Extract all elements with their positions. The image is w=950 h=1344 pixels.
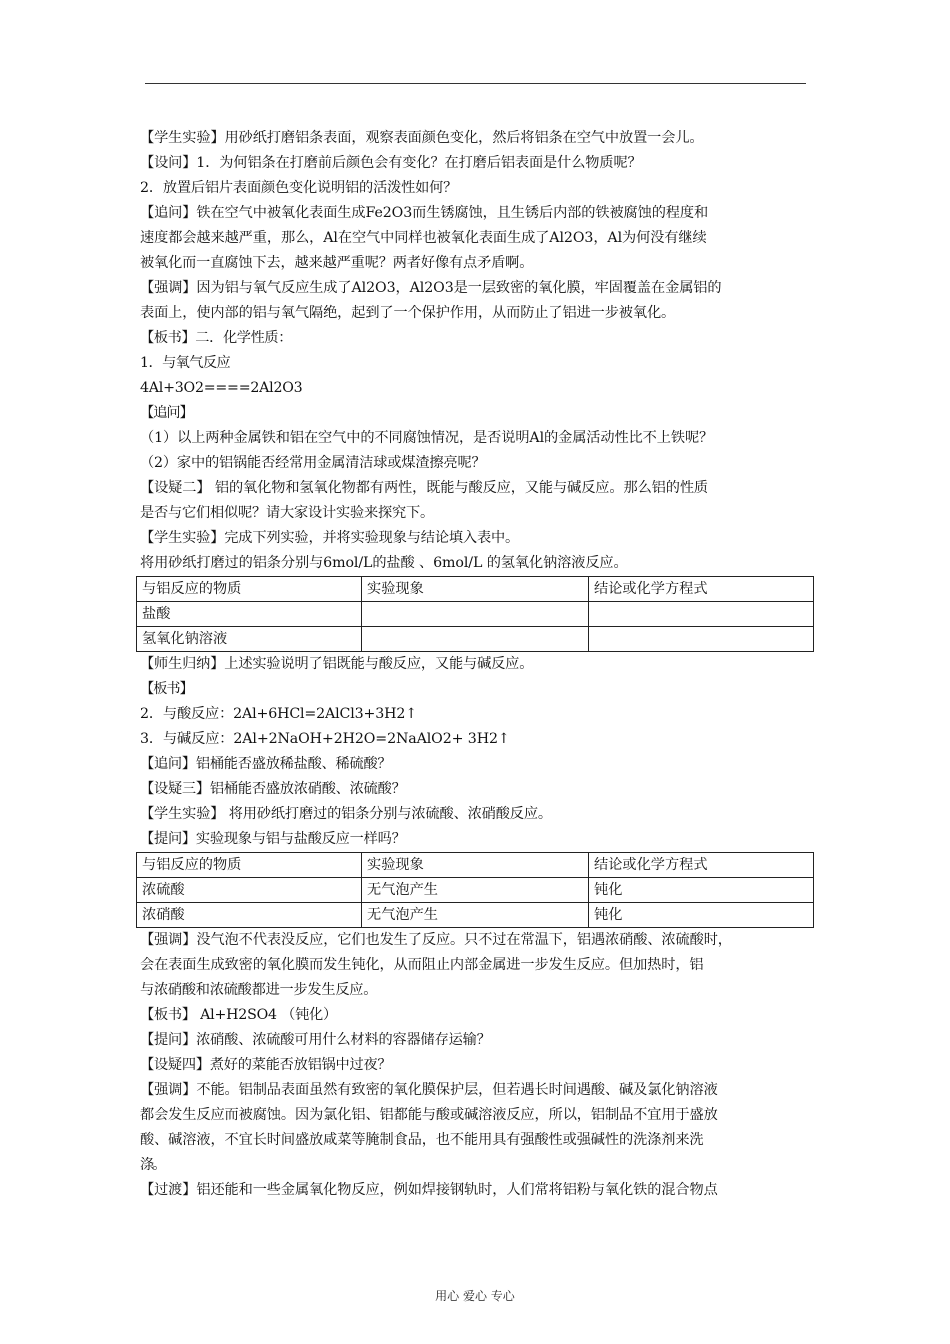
text-line: 将用砂纸打磨过的铝条分别与6mol/L的盐酸 、6mol/L 的氢氧化钠溶液反应。 [140,555,628,571]
table-cell [589,602,814,627]
table-cell: 浓硝酸 [137,903,362,928]
experiment-table-concentrated [136,852,814,928]
table-header-cell: 与铝反应的物质 [137,577,362,602]
text-line: 与浓硝酸和浓硫酸都进一步发生反应。 [140,982,378,998]
text-line: 【追问】 [140,405,193,421]
text-line: 【强调】没气泡不代表没反应，它们也发生了反应。只不过在常温下，铝遇浓硝酸、浓硫酸时， [140,932,732,948]
text-line: 2．与酸反应：2Al+6HCl=2AlCl3+3H2↑ [140,706,417,722]
header-rule [145,83,806,84]
text-line: 【追问】铝桶能否盛放稀盐酸、稀硫酸？ [140,756,392,772]
table-row [137,602,814,627]
table-cell: 无气泡产生 [362,878,589,903]
table-cell: 盐酸 [137,602,362,627]
text-line: 被氧化而一直腐蚀下去，越来越严重呢？两者好像有点矛盾啊。 [140,255,534,271]
text-line: 【提问】浓硝酸、浓硫酸可用什么材料的容器储存运输？ [140,1032,491,1048]
text-line: 4Al+3O2====2Al2O3 [140,380,303,396]
text-line: 2．放置后铝片表面颜色变化说明铝的活泼性如何？ [140,180,458,196]
text-line: 【学生实验】用砂纸打磨铝条表面，观察表面颜色变化，然后将铝条在空气中放置一会儿。 [140,130,704,146]
page-footer: 用心 爱心 专心 [435,1289,515,1303]
text-line: 是否与它们相似呢？请大家设计实验来探究下。 [140,505,434,521]
table-cell: 浓硫酸 [137,878,362,903]
text-line: 【强调】因为铝与氧气反应生成了Al2O3，Al2O3是一层致密的氧化膜，牢固覆盖在金属铝的 [140,280,722,296]
text-line: 【设问】1．为何铝条在打磨前后颜色会有变化？在打磨后铝表面是什么物质呢？ [140,155,642,171]
text-line: 【过渡】铝还能和一些金属氧化物反应，例如焊接钢轨时，人们常将铝粉与氧化铁的混合物点 [140,1182,718,1198]
table-header-row [137,853,814,878]
table-header-row [137,577,814,602]
text-line: （2）家中的铝锅能否经常用金属清洁球或煤渣擦亮呢？ [140,455,486,471]
text-line: 【设疑三】铝桶能否盛放浓硝酸、浓硫酸？ [140,781,406,797]
text-line: 【师生归纳】上述实验说明了铝既能与酸反应，又能与碱反应。 [140,656,534,672]
table-row [137,627,814,652]
text-line: 表面上，使内部的铝与氧气隔绝，起到了一个保护作用，从而防止了铝进一步被氧化。 [140,305,676,321]
table-cell: 钝化 [589,903,814,928]
text-line: 【板书】 [140,681,193,697]
table-cell: 无气泡产生 [362,903,589,928]
table-cell: 钝化 [589,878,814,903]
text-line: 【板书】二．化学性质： [140,330,293,346]
lesson-text-part-1 [140,126,820,576]
document-body [140,126,820,1203]
text-line: 【追问】铁在空气中被氧化表面生成Fe2O3而生锈腐蚀，且生锈后内部的铁被腐蚀的程度和 [140,205,709,221]
text-line: 涤。 [140,1157,165,1173]
text-line: 酸、碱溶液，不宜长时间盛放咸菜等腌制食品，也不能用具有强酸性或强碱性的洗涤剂来洗 [140,1132,704,1148]
table-cell [362,627,589,652]
lesson-text-part-3 [140,928,820,1203]
lesson-text-part-2 [140,652,820,852]
table-header-cell: 结论或化学方程式 [589,577,814,602]
table-header-cell: 实验现象 [362,853,589,878]
table-header-cell: 实验现象 [362,577,589,602]
text-line: 3．与碱反应：2Al+2NaOH+2H2O=2NaAlO2+ 3H2↑ [140,731,510,747]
table-header-cell: 与铝反应的物质 [137,853,362,878]
text-line: 【提问】实验现象与铝与盐酸反应一样吗？ [140,831,406,847]
text-line: 会在表面生成致密的氧化膜而发生钝化，从而阻止内部金属进一步发生反应。但加热时，铝 [140,957,704,973]
table-cell [589,627,814,652]
table-header-cell: 结论或化学方程式 [589,853,814,878]
text-line: 【板书】 Al+H2SO4 （钝化） [140,1007,337,1023]
experiment-table-dilute [136,576,814,652]
table-row [137,903,814,928]
text-line: 都会发生反应而被腐蚀。因为氯化铝、铝都能与酸或碱溶液反应，所以，铝制品不宜用于盛放 [140,1107,718,1123]
table-row [137,878,814,903]
text-line: 【学生实验】完成下列实验，并将实验现象与结论填入表中。 [140,530,520,546]
text-line: 1．与氧气反应 [140,355,231,371]
text-line: 速度都会越来越严重，那么，Al在空气中同样也被氧化表面生成了Al2O3，Al为何没有继续 [140,230,707,246]
text-line: 【设疑二】 铝的氧化物和氢氧化物都有两性，既能与酸反应，又能与碱反应。那么铝的性质 [140,480,709,496]
text-line: 【学生实验】 将用砂纸打磨过的铝条分别与浓硫酸、浓硝酸反应。 [140,806,552,822]
text-line: 【强调】不能。铝制品表面虽然有致密的氧化膜保护层，但若遇长时间遇酸、碱及氯化钠溶液 [140,1082,718,1098]
text-line: （1）以上两种金属铁和铝在空气中的不同腐蚀情况，是否说明Al的金属活动性比不上铁呢？ [140,430,714,446]
text-line: 【设疑四】煮好的菜能否放铝锅中过夜？ [140,1057,392,1073]
table-cell [362,602,589,627]
table-cell: 氢氧化钠溶液 [137,627,362,652]
